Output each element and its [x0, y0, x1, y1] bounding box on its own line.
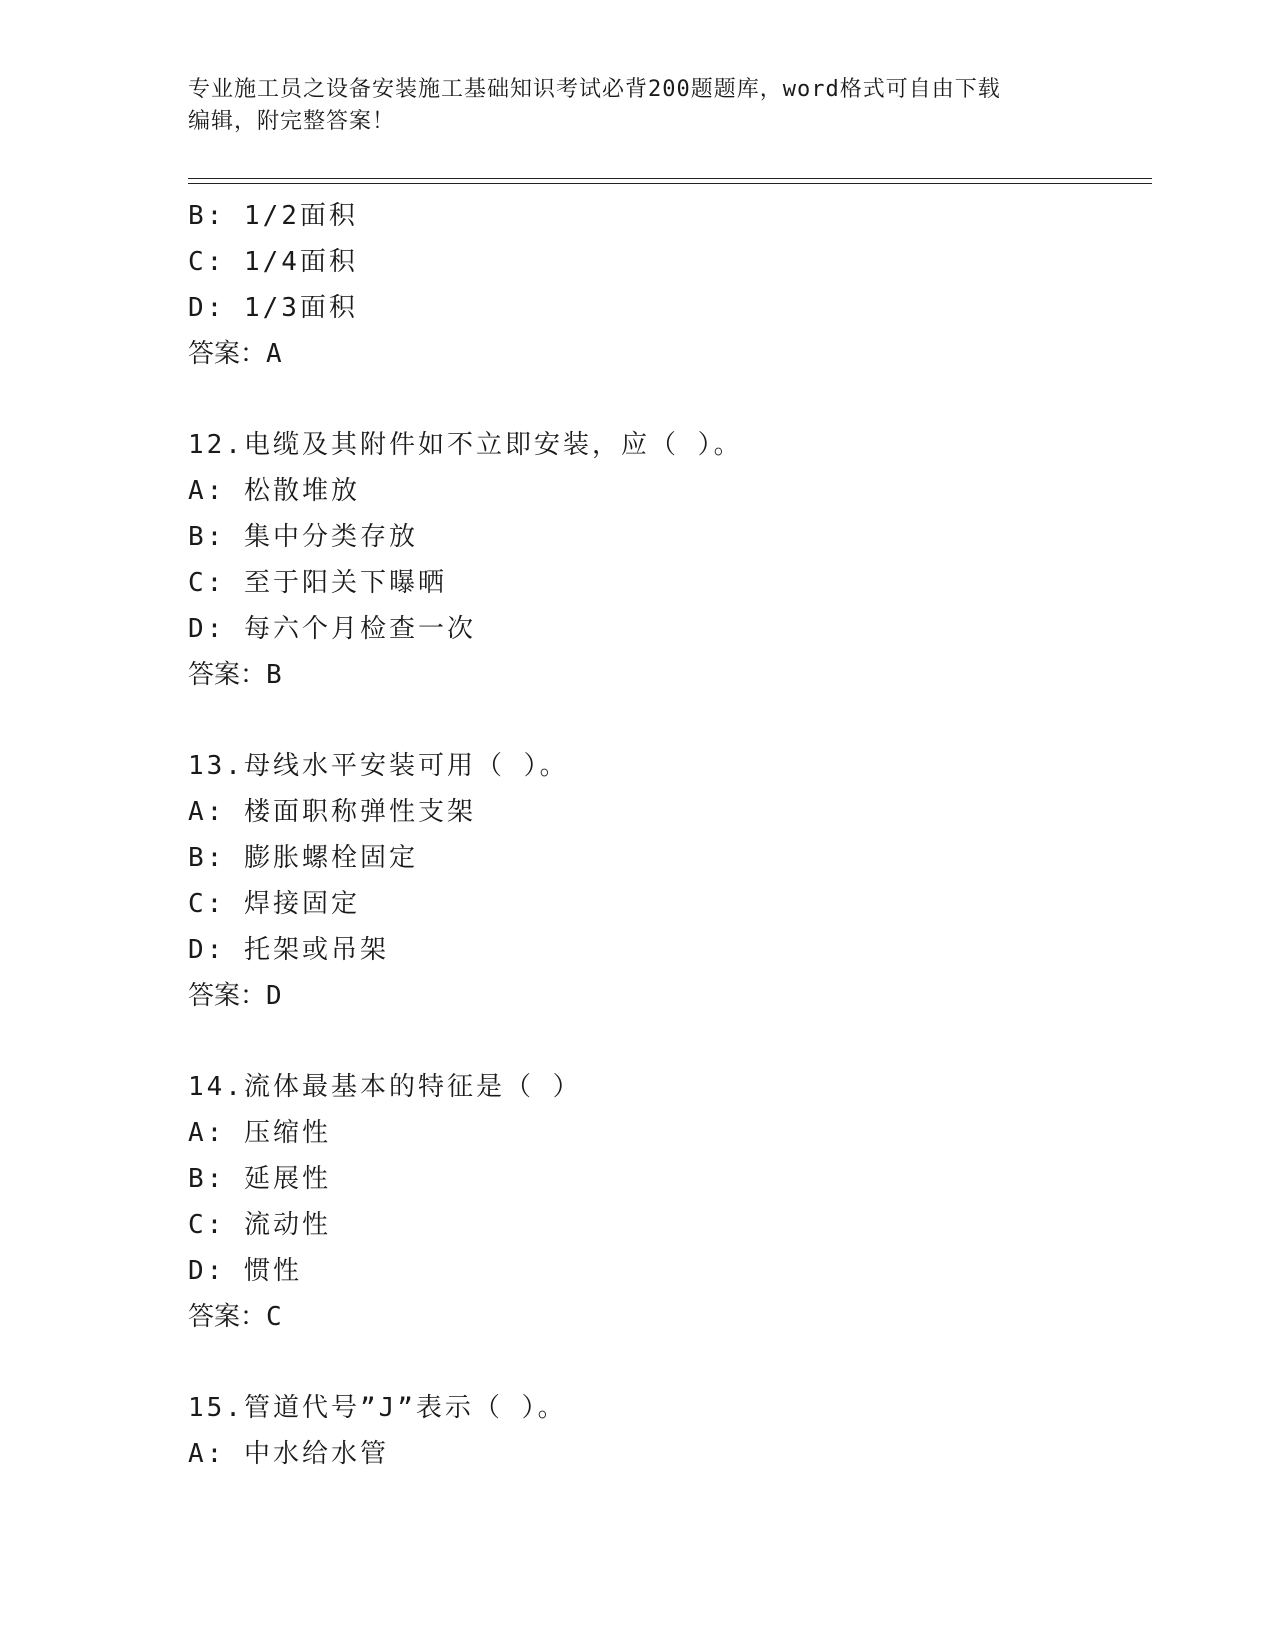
header-divider-top: [188, 178, 1152, 179]
option-a: A: 中水给水管: [188, 1439, 389, 1469]
answer-value: C: [266, 1302, 282, 1332]
header-divider-bottom: [188, 183, 1152, 184]
answer-value: D: [266, 981, 282, 1011]
answer-label: 答案：: [188, 981, 267, 1011]
option-c: C: 至于阳关下曝晒: [188, 568, 447, 598]
option-c: C: 1/4面积: [188, 247, 358, 277]
option-b: B: 集中分类存放: [188, 522, 418, 552]
option-a: A: 松散堆放: [188, 476, 360, 506]
option-a: A: 压缩性: [188, 1118, 331, 1148]
question-list: [188, 193, 1148, 1477]
answer-line: [188, 1294, 1148, 1340]
spacer: [188, 698, 1148, 743]
question-stem: 15.管道代号”J”表示（ ）。: [188, 1393, 567, 1423]
question-stem: 14.流体最基本的特征是（ ）: [188, 1072, 582, 1102]
answer-value: B: [266, 660, 282, 690]
option-b: B: 延展性: [188, 1164, 331, 1194]
option-d: D: 1/3面积: [188, 293, 358, 323]
answer-line: [188, 652, 1148, 698]
document-header: [188, 74, 1088, 138]
answer-line: [188, 331, 1148, 377]
option-c: C: 焊接固定: [188, 889, 360, 919]
option-a: A: 楼面职称弹性支架: [188, 797, 476, 827]
answer-line: [188, 973, 1148, 1019]
header-title-line-2: 编辑，附完整答案！: [188, 109, 396, 134]
option-d: D: 托架或吊架: [188, 935, 389, 965]
question-block-carryover: [188, 193, 1148, 377]
spacer: [188, 1340, 1148, 1385]
spacer: [188, 377, 1148, 422]
spacer: [188, 1019, 1148, 1064]
option-c: C: 流动性: [188, 1210, 331, 1240]
answer-label: 答案：: [188, 339, 267, 369]
answer-label: 答案：: [188, 660, 267, 690]
question-block: [188, 1385, 1148, 1477]
option-d: D: 每六个月检查一次: [188, 614, 476, 644]
question-block: [188, 743, 1148, 1019]
question-stem: 13.母线水平安装可用（ ）。: [188, 751, 569, 781]
option-b: B: 膨胀螺栓固定: [188, 843, 418, 873]
answer-value: A: [266, 339, 282, 369]
answer-label: 答案：: [188, 1302, 267, 1332]
header-title-line-1: 专业施工员之设备安装施工基础知识考试必背200题题库，word格式可自由下载: [188, 77, 1001, 102]
question-block: [188, 1064, 1148, 1340]
question-stem: 12.电缆及其附件如不立即安装，应（ ）。: [188, 430, 743, 460]
option-b: B: 1/2面积: [188, 201, 358, 231]
question-block: [188, 422, 1148, 698]
option-d: D: 惯性: [188, 1256, 302, 1286]
